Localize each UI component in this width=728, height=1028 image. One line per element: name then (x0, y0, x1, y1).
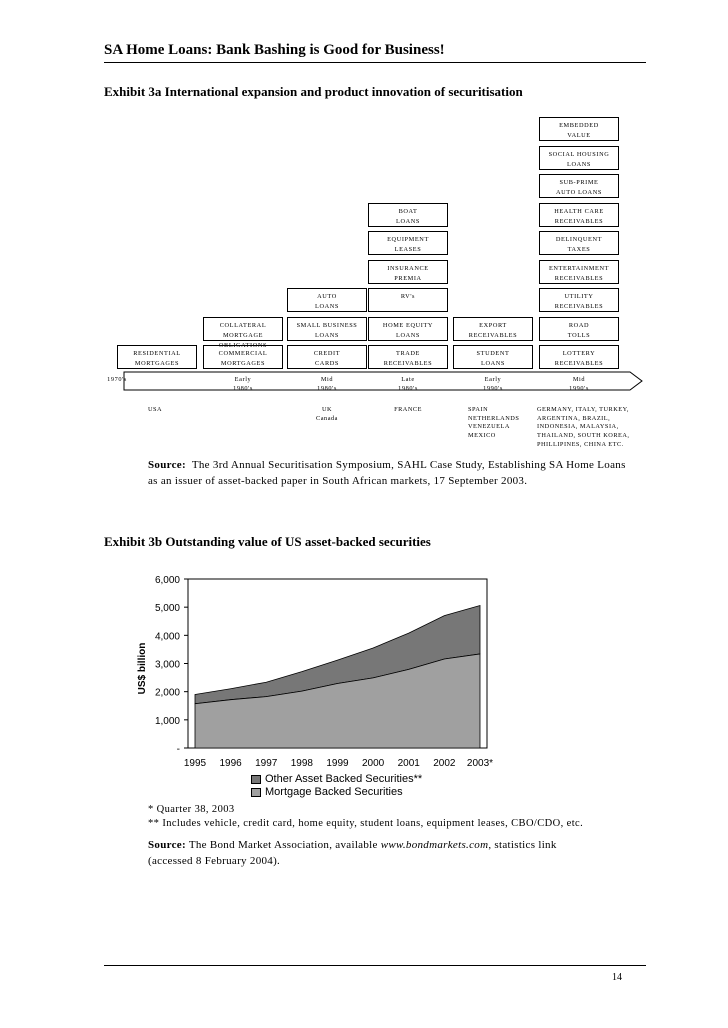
timeline-period (368, 375, 448, 393)
y-tick-label: 5,000 (154, 603, 180, 615)
product-box-label: MORTGAGES (134, 360, 180, 367)
legend-label-mbs: Mortgage Backed Securities (265, 786, 403, 798)
product-box-label: RECEIVABLES (554, 303, 604, 310)
product-box-label: EQUIPMENT (387, 236, 429, 243)
product-box-label: RV's (400, 293, 416, 300)
product-box-label: DELINQUENT (555, 236, 603, 243)
timeline-period-label: Mid (572, 376, 586, 383)
product-box (539, 174, 619, 198)
timeline-period-label: Early (484, 376, 502, 383)
country-label: VENEZUELA (468, 423, 510, 431)
product-box-label: RECEIVABLES (383, 360, 433, 367)
x-tick-label: 2001 (397, 758, 420, 769)
us-abs-area-chart (0, 560, 728, 770)
y-tick-label: - (176, 744, 180, 755)
product-box (368, 345, 448, 369)
product-box (368, 203, 448, 227)
x-tick-label: 2000 (362, 758, 385, 769)
product-box-label: LOANS (315, 331, 339, 339)
legend-swatch-other-abs (251, 775, 261, 784)
product-box (539, 203, 619, 227)
product-box-label: STUDENT (476, 350, 510, 357)
timeline-period-label: Mid (320, 376, 334, 383)
product-box-label: CARDS (315, 360, 339, 367)
product-box-label: AUTO LOANS (556, 189, 602, 196)
product-box-label: ROAD (568, 321, 590, 329)
timeline-period (77, 375, 157, 384)
product-box-label: EXPORT (479, 321, 507, 329)
timeline-period-label: 1980's (398, 385, 418, 392)
product-box (539, 317, 619, 341)
country-label: SPAIN (468, 406, 489, 413)
product-box (287, 345, 367, 369)
note-includes: ** Includes vehicle, credit card, home equity, student loans, equipment leases, CBO/CDO, etc. (148, 818, 584, 829)
product-box (203, 317, 283, 349)
product-box-label: HOME EQUITY (382, 321, 434, 329)
product-box-label: RECEIVABLES (554, 274, 604, 282)
country-list (537, 406, 630, 450)
product-box (287, 317, 367, 341)
x-tick-label: 2003* (466, 758, 494, 769)
timeline-period (287, 375, 367, 393)
country-label: INDONESIA, MALAYSIA, (537, 423, 619, 431)
note-quarter: * Quarter 38, 2003 (148, 804, 235, 815)
product-box-label: OBLIGATIONS (218, 341, 268, 349)
y-tick-label: 2,000 (154, 687, 180, 699)
product-box-label: SMALL BUSINESS (296, 321, 358, 329)
product-box-label: TAXES (567, 246, 591, 253)
timeline-period-label: 1980's (317, 385, 337, 392)
product-box-label: MORTGAGES (220, 360, 266, 367)
exhibit-3b-title: Exhibit 3b Outstanding value of US asset-backed securities (104, 534, 431, 549)
x-tick-label: 1998 (290, 758, 313, 769)
footer-rule (104, 965, 646, 966)
product-box-label: LOTTERY (562, 350, 596, 357)
country-label: UK (321, 406, 333, 413)
product-box-label: VALUE (567, 132, 591, 139)
country-label: THAILAND, SOUTH KOREA, (537, 432, 630, 440)
exhibit-3a-source (148, 457, 628, 489)
product-box-label: BOAT (398, 207, 418, 215)
timeline-period (453, 375, 533, 393)
product-box-label: EMBEDDED (559, 122, 599, 129)
country-list (368, 406, 448, 415)
product-box-label: RESIDENTIAL (133, 350, 181, 357)
country-label: NETHERLANDS (468, 414, 520, 422)
product-box-label: LOANS (567, 160, 591, 168)
product-box (539, 146, 619, 170)
x-tick-label: 1995 (183, 758, 207, 769)
country-label: PHILLIPINES, CHINA ETC. (537, 440, 624, 448)
country-label: USA (148, 406, 163, 413)
country-label: GERMANY, ITALY, TURKEY, (537, 406, 629, 413)
product-box (368, 260, 448, 284)
page-number: 14 (612, 972, 622, 983)
product-box-label: TRADE (396, 350, 420, 357)
product-box (539, 288, 619, 312)
product-box (539, 345, 619, 369)
product-box-label: MORTGAGE (222, 331, 264, 339)
product-box (287, 288, 367, 312)
country-label: ARGENTINA, BRAZIL, (537, 414, 611, 422)
timeline-period-label: 1980's (233, 385, 253, 392)
timeline-period-label: Early (234, 376, 252, 383)
chart-legend (251, 773, 422, 799)
product-box (117, 345, 197, 369)
timeline-period-label: 1970's (107, 376, 127, 383)
exhibit-3b-source (148, 837, 628, 869)
legend-item-other-abs (251, 773, 422, 786)
timeline-period-label: 1990's (569, 385, 589, 392)
product-box-label: RECEIVABLES (468, 331, 518, 339)
product-box (368, 231, 448, 255)
y-tick-label: 4,000 (154, 631, 180, 643)
x-tick-label: 1996 (219, 758, 242, 769)
timeline-period-label: Late (401, 376, 415, 383)
product-box-label: SUB-PRIME (559, 179, 599, 186)
product-box-label: LOANS (396, 217, 420, 225)
country-label: MEXICO (468, 432, 496, 440)
product-box-label: INSURANCE (387, 264, 429, 272)
product-box-label: SOCIAL HOUSING (548, 150, 610, 158)
y-tick-label: 3,000 (154, 659, 180, 671)
product-box-label: LOANS (481, 360, 505, 367)
country-label: Canada (316, 414, 338, 422)
product-box (539, 260, 619, 284)
product-box-label: TOLLS (567, 331, 591, 339)
product-box (539, 117, 619, 141)
product-box (368, 317, 448, 341)
product-box-label: PREMIA (394, 274, 422, 282)
exhibit-3a-source-text: The 3rd Annual Securitisation Symposium, SAHL Case Study, Establishing SA Home Loans as an issuer of asset-backed paper in South African markets, 17 September 2003. (148, 459, 626, 487)
x-tick-label: 1997 (255, 758, 278, 769)
product-box-label: LOANS (396, 331, 420, 339)
legend-item-mbs (251, 786, 422, 799)
product-box-label: LEASES (394, 246, 422, 253)
product-box-label: CREDIT (313, 350, 341, 357)
country-label: FRANCE (394, 406, 422, 413)
y-tick-label: 1,000 (154, 715, 180, 727)
bondmarkets-link[interactable]: www.bondmarkets.com (380, 839, 489, 851)
product-box (368, 288, 448, 312)
legend-swatch-mbs (251, 788, 261, 797)
timeline-period (539, 375, 619, 393)
y-axis-label: US$ billion (137, 642, 148, 695)
exhibit-3b-source-text: The Bond Market Association, available (188, 839, 378, 851)
exhibit-3b-source-label: Source: (148, 839, 186, 851)
product-box-label: COLLATERAL (219, 321, 267, 329)
product-box-label: HEALTH CARE (554, 207, 604, 215)
product-box-label: UTILITY (564, 293, 594, 300)
x-tick-label: 2002 (433, 758, 456, 769)
timeline-period-label: 1990's (483, 385, 503, 392)
product-box-label: RECEIVABLES (554, 217, 604, 225)
exhibit-3a-title: Exhibit 3a International expansion and product innovation of securitisation (104, 84, 523, 99)
exhibit-3b-source-line2: (accessed 8 February 2004). (148, 855, 281, 867)
product-box (453, 317, 533, 341)
y-tick-label: 6,000 (154, 575, 180, 586)
product-box-label: AUTO (317, 293, 337, 300)
product-box (453, 345, 533, 369)
securitisation-expansion-diagram (0, 0, 728, 448)
country-list (148, 406, 162, 415)
legend-label-other-abs: Other Asset Backed Securities** (265, 773, 423, 785)
exhibit-3a-source-label: Source: (148, 459, 186, 471)
product-box-label: COMMERCIAL (218, 350, 268, 357)
product-box-label: LOANS (315, 303, 339, 310)
x-tick-label: 1999 (326, 758, 349, 769)
exhibit-3b-source-text-b: , statistics link (488, 839, 557, 851)
product-box (539, 231, 619, 255)
country-list (287, 406, 367, 423)
country-list (468, 406, 519, 441)
document-header-title: SA Home Loans: Bank Bashing is Good for Business! (104, 42, 445, 58)
product-box-label: ENTERTAINMENT (548, 264, 610, 272)
timeline-period (203, 375, 283, 393)
product-box-label: RECEIVABLES (554, 360, 604, 367)
